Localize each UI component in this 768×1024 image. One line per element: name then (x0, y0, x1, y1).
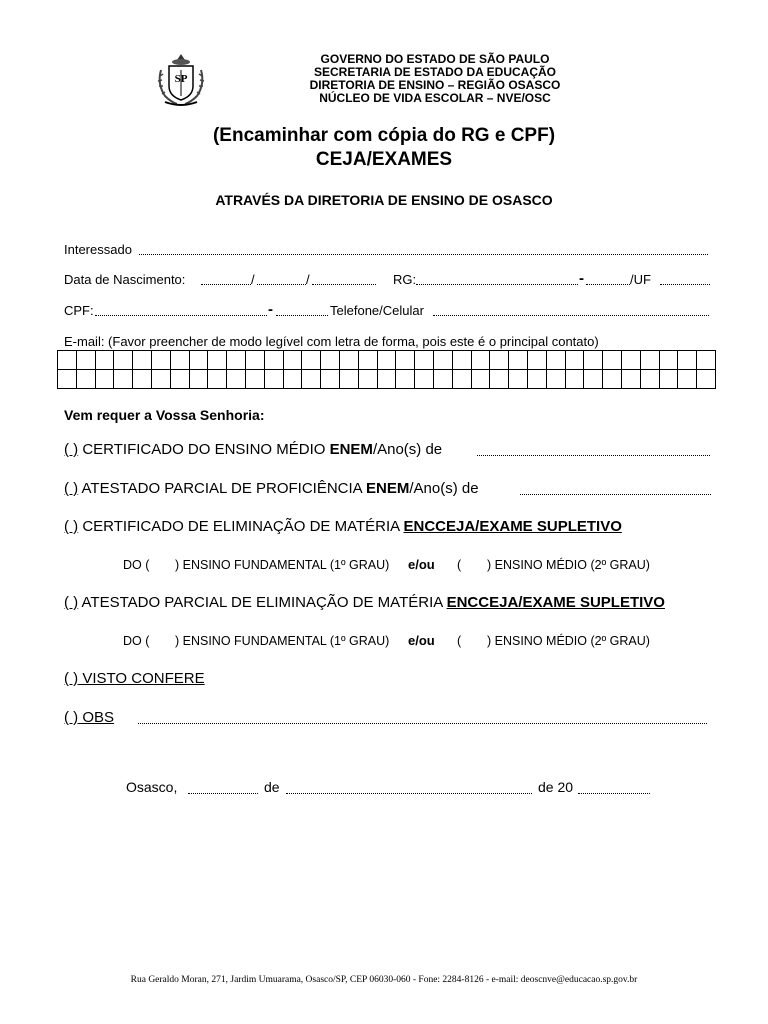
checkbox-paren[interactable]: ( ) (64, 594, 79, 611)
checkbox-paren[interactable]: ( ) (64, 709, 79, 726)
option-bold: ENEM (366, 480, 410, 497)
option-text: VISTO CONFERE (78, 670, 205, 687)
level-paren-1: ( (457, 558, 462, 572)
option-text: ATESTADO PARCIAL DE PROFICIÊNCIA (78, 480, 367, 497)
date-day-line[interactable] (188, 793, 258, 794)
cpf-digit-line[interactable] (276, 315, 328, 316)
option-text: CERTIFICADO DO ENSINO MÉDIO (78, 441, 330, 458)
option-atestado-encceja[interactable] (64, 594, 665, 611)
level-fundamental-2[interactable]: ) ENSINO FUNDAMENTAL (1º GRAU) (175, 634, 390, 648)
telefone-label: Telefone/Celular (330, 303, 424, 318)
title-ceja-exames: CEJA/EXAMES (315, 149, 453, 170)
level-medio-1[interactable]: ) ENSINO MÉDIO (2º GRAU) (487, 558, 650, 572)
header-line-2: SECRETARIA DE ESTADO DA EDUCAÇÃO (313, 65, 556, 79)
nascimento-label: Data de Nascimento: (64, 272, 186, 287)
level-paren-2: ( (457, 634, 462, 648)
option-obs[interactable] (64, 709, 114, 726)
obs-line[interactable] (138, 723, 707, 724)
option-atestado-enem[interactable] (64, 480, 479, 497)
date-month-line[interactable] (286, 793, 532, 794)
level-eou-1: e/ou (408, 557, 435, 572)
cpf-number-line[interactable] (95, 315, 267, 316)
option-tail: /Ano(s) de (372, 441, 443, 458)
option-bold: ENEM (329, 441, 373, 458)
nascimento-year-line[interactable] (312, 284, 376, 285)
cpf-label: CPF: (64, 303, 94, 318)
option-tail: /Ano(s) de (409, 480, 479, 497)
nascimento-sep-1: / (251, 272, 255, 287)
logo-text: SP (174, 73, 188, 85)
telefone-line[interactable] (433, 315, 709, 316)
nascimento-sep-2: / (306, 272, 310, 287)
request-heading: Vem requer a Vossa Senhoria: (64, 407, 265, 423)
email-grid-row-2 (58, 370, 716, 389)
date-city: Osasco, (126, 779, 178, 795)
option-bold: ENCCEJA/EXAME SUPLETIVO (446, 594, 665, 611)
nascimento-day-line[interactable] (201, 284, 251, 285)
option-text: CERTIFICADO DE ELIMINAÇÃO DE MATÉRIA (78, 518, 404, 535)
footer-address: Rua Geraldo Moran, 271, Jardim Umuarama, Osasco/SP, CEP 06030-060 - Fone: 2284-8126 - e-mail: deoscnve@educacao.sp.gov.br (130, 975, 638, 985)
cpf-dash: - (268, 301, 273, 318)
interessado-line[interactable] (139, 254, 708, 255)
header-line-1: GOVERNO DO ESTADO DE SÃO PAULO (320, 52, 550, 66)
option-text: OBS (78, 709, 115, 726)
nascimento-month-line[interactable] (257, 284, 306, 285)
option-2-line[interactable] (520, 494, 711, 495)
header-line-4: NÚCLEO DE VIDA ESCOLAR – NVE/OSC (319, 91, 551, 105)
option-visto-confere[interactable] (64, 670, 205, 687)
checkbox-paren[interactable]: ( ) (64, 480, 79, 497)
date-de-1: de (264, 779, 280, 795)
email-grid[interactable] (57, 350, 716, 389)
level-do-1: DO ( (123, 558, 150, 572)
level-eou-2: e/ou (408, 633, 435, 648)
level-medio-2[interactable]: ) ENSINO MÉDIO (2º GRAU) (487, 634, 650, 648)
email-grid-row-1 (58, 351, 716, 370)
level-fundamental-1[interactable]: ) ENSINO FUNDAMENTAL (1º GRAU) (175, 558, 390, 572)
option-1-line[interactable] (477, 455, 710, 456)
uf-label: /UF (630, 272, 651, 287)
date-de-2: de 20 (538, 779, 574, 795)
header-line-3: DIRETORIA DE ENSINO – REGIÃO OSASCO (309, 78, 561, 92)
interessado-label: Interessado (64, 242, 132, 257)
date-year-line[interactable] (578, 793, 650, 794)
level-do-2: DO ( (123, 634, 150, 648)
rg-number-line[interactable] (416, 284, 578, 285)
title-instruction: (Encaminhar com cópia do RG e CPF) (212, 125, 556, 146)
subtitle-diretoria: ATRAVÉS DA DIRETORIA DE ENSINO DE OSASCO (215, 192, 553, 208)
rg-dash: - (579, 270, 584, 287)
checkbox-paren[interactable]: ( ) (64, 441, 79, 458)
option-bold: ENCCEJA/EXAME SUPLETIVO (403, 518, 622, 535)
checkbox-paren[interactable]: ( ) (64, 518, 79, 535)
option-certificado-enem[interactable] (64, 441, 442, 458)
option-text: ATESTADO PARCIAL DE ELIMINAÇÃO DE MATÉRIA (78, 594, 447, 611)
option-certificado-encceja[interactable] (64, 518, 622, 535)
rg-digit-line[interactable] (586, 284, 630, 285)
checkbox-paren[interactable]: ( ) (64, 670, 79, 687)
sp-coat-of-arms-logo (155, 52, 207, 108)
rg-label: RG: (393, 272, 417, 287)
email-label: E-mail: (Favor preencher de modo legível com letra de forma, pois este é o principal contato) (64, 334, 599, 349)
uf-line[interactable] (660, 284, 710, 285)
